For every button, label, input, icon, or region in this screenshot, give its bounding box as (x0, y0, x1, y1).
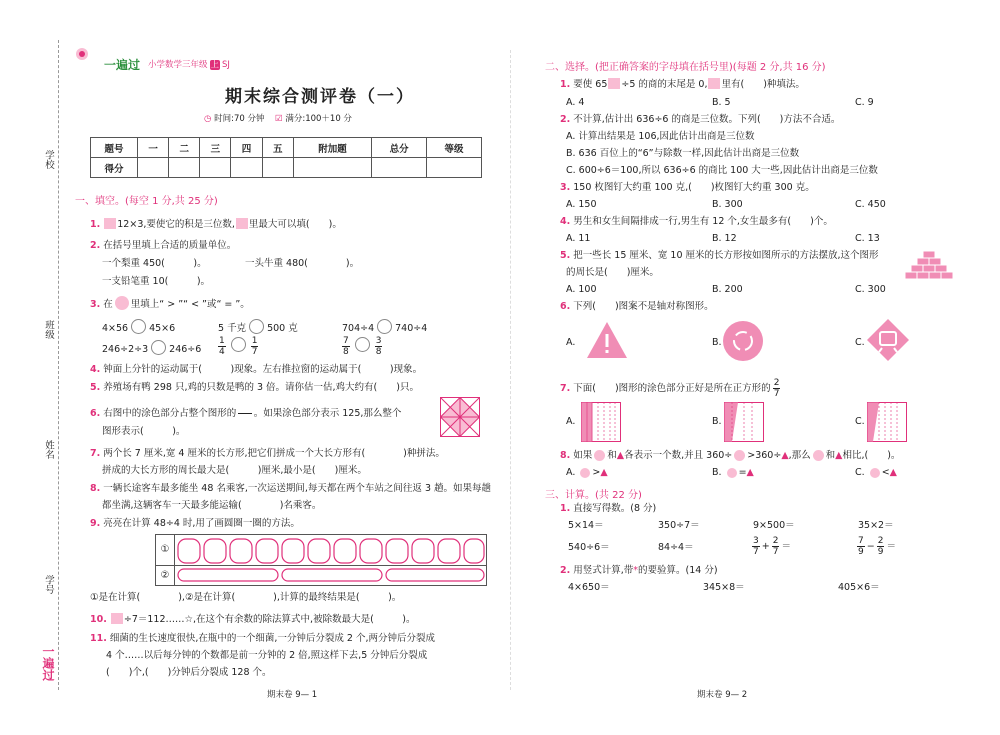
c4: 4. 男生和女生间隔排成一行,男生有 12 个,女生最多有( )个。 (560, 216, 833, 227)
q2: 2. 在括号里填上合适的质量单位。 (90, 240, 237, 251)
q9: 9. 亮亮在计算 48÷4 时,用了画圆圈一圈的方法。 (90, 518, 300, 529)
q2-b: 一头牛重 480( )。 (245, 258, 360, 269)
score-info: ☑ 满分:100＋10 分 (275, 114, 352, 124)
c3: 3. 150 枚图钉大约重 100 克,( )枚图钉大约重 300 克。 (560, 182, 815, 193)
q3-r2a: 246÷2÷3 246÷6 (102, 340, 201, 356)
c2: 2. 不计算,估计出 636÷6 的商是三位数。下列( )方法不合适。 (560, 114, 841, 125)
c7: 7. 下面( )图形的涂色部分正好是所在正方形的 $\frac{2}{7}$ (560, 378, 780, 399)
q10: 10. ÷7＝112……☆,在这个有余数的除法算式中,被除数最大是( )。 (90, 614, 416, 625)
score-header: 三 (200, 138, 231, 158)
score-header: 五 (262, 138, 293, 158)
school-label: 学校 (43, 150, 54, 169)
q4: 4. 钟面上分针的运动属于( )现象。左右推拉窗的运动属于( )现象。 (90, 364, 423, 375)
c5-figure (905, 250, 953, 284)
section-choice: 二、选择。(把正确答案的字母填在括号里)(每题 2 分,共 16 分) (545, 62, 826, 73)
q3-r1a: 4×56 45×6 (102, 319, 175, 335)
score-table (90, 137, 482, 178)
q3-r2b: $\frac{1}{4}$ $\frac{1}{7}$ (219, 336, 258, 357)
score-header: 附加题 (293, 138, 371, 158)
c4-a: A. 11 (566, 233, 591, 244)
score-cell[interactable] (293, 158, 371, 178)
c4-b: B. 12 (712, 233, 737, 244)
c7-figure-c (867, 402, 907, 446)
c2-b: B. 636 百位上的“6”与除数一样,因此估计出商是三位数 (566, 148, 800, 159)
score-header: 总分 (372, 138, 427, 158)
section-calc: 三、计算。(共 22 分) (545, 490, 642, 501)
k2-a: 4×650＝ (568, 582, 610, 593)
student-id-label: 学号 (43, 575, 54, 594)
k2-b: 345×8＝ (703, 582, 745, 593)
c7-figure-b (724, 402, 764, 446)
brand-name: 一遍过 (104, 58, 141, 72)
c7-figure-a (581, 402, 621, 446)
q11-line2: 4 个……以后每分钟的个数都是前一分钟的 2 倍,照这样下去,5 分钟后分裂成 (106, 650, 428, 661)
q7-line2: 拼成的大长方形的周长最大是( )厘米,最小是( )厘米。 (102, 465, 367, 476)
subtitle: 小学数学三年级 上 SJ (148, 60, 230, 70)
q3: 3. 在 里填上“ > ”“ < ”或“ = ”。 (90, 296, 250, 311)
class-label: 班级 (43, 320, 54, 339)
c2-c: C. 600÷6＝100,所以 636÷6 的商比 100 大一些,因此估计出商是三位数 (566, 165, 878, 176)
c6: 6. 下列( )图案不是轴对称图形。 (560, 301, 714, 312)
q6-figure (440, 397, 480, 441)
c8-a: A. >▲ (566, 467, 608, 478)
footer-left: 期末卷 9— 1 (267, 690, 318, 700)
k1: 1. 直接写得数。(8 分) (560, 503, 657, 514)
q2-a: 一个梨重 450( )。 (102, 258, 207, 269)
q3-r1b: 5 千克 500 克 (218, 319, 298, 335)
recycle-circle-icon (722, 320, 764, 366)
k2-c: 405×6＝ (838, 582, 880, 593)
q5: 5. 养殖场有鸭 298 只,鸡的只数是鸭的 3 倍。请你估一估,鸡大约有( )只。 (90, 382, 419, 393)
c1: 1. 要使 65 ÷5 的商的末尾是 0, 里有( )种填法。 (560, 79, 805, 90)
q8-line2: 都坐满,这辆客车一天最多能运输( )名乘客。 (102, 500, 322, 511)
k1-r2d: $\frac{7}{9}$ − $\frac{2}{9}$ ＝ (858, 536, 896, 557)
c6-c: C. (855, 337, 865, 348)
page-title: 期末综合测评卷（一） (225, 87, 415, 107)
score-cell[interactable] (138, 158, 169, 178)
c1-c: C. 9 (855, 97, 874, 108)
train-sign-icon (866, 318, 910, 366)
c8-c: C. <▲ (855, 467, 897, 478)
c5: 5. 把一些长 15 厘米、宽 10 厘米的长方形按如图所示的方法摆放,这个图形 (560, 250, 879, 261)
score-cell[interactable] (427, 158, 482, 178)
c3-c: C. 450 (855, 199, 886, 210)
q9-answer: ①是在计算( ),②是在计算( ),计算的最终结果是( )。 (90, 592, 402, 603)
q6: 6. 右图中的涂色部分占整个图形的 。如果涂色部分表示 125,那么整个 (90, 403, 401, 424)
score-header: 等级 (427, 138, 482, 158)
c6-b: B. (712, 337, 722, 348)
q9-m1: ① (156, 535, 175, 566)
k1-r1d: 35×2＝ (858, 520, 894, 531)
k1-r2b: 84÷4＝ (658, 542, 694, 553)
k2: 2. 用竖式计算,带*的要验算。(14 分) (560, 565, 718, 576)
page-divider (510, 50, 511, 690)
q3-r1c: 704÷4 740÷4 (342, 319, 427, 335)
q7: 7. 两个长 7 厘米,宽 4 厘米的长方形,把它们拼成一个大长方形有( )种拼法。 (90, 448, 445, 459)
c5-a: A. 100 (566, 284, 597, 295)
score-header: 题号 (91, 138, 138, 158)
c3-b: B. 300 (712, 199, 743, 210)
q9-figure (155, 534, 487, 586)
q8: 8. 一辆长途客车最多能坐 48 名乘客,一次运送期间,每天都在两个车站之间往返 3 趟。如果每趟 (90, 483, 492, 494)
score-header: 四 (231, 138, 262, 158)
score-header: 一 (138, 138, 169, 158)
score-cell[interactable] (262, 158, 293, 178)
q3-r2c: $\frac{7}{8}$ $\frac{3}{8}$ (343, 336, 382, 357)
c2-a: A. 计算出结果是 106,因此估计出商是三位数 (566, 131, 755, 142)
score-cell[interactable] (231, 158, 262, 178)
c5-b: B. 200 (712, 284, 743, 295)
section-fill: 一、填空。(每空 1 分,共 25 分) (75, 196, 218, 207)
c8-b: B. =▲ (712, 467, 754, 478)
footer-right: 期末卷 9— 2 (697, 690, 748, 700)
score-cell[interactable] (200, 158, 231, 178)
q1: 1. 12×3,要使它的积是三位数, 里最大可以填( )。 (90, 219, 342, 230)
k1-r1a: 5×14＝ (568, 520, 604, 531)
q11-line3: ( )个,( )分钟后分裂成 128 个。 (106, 667, 272, 678)
side-brand: 一遍过 (41, 645, 55, 681)
c3-a: A. 150 (566, 199, 597, 210)
score-cell[interactable] (372, 158, 427, 178)
q2-c: 一支铅笔重 10( )。 (102, 276, 211, 287)
c1-a: A. 4 (566, 97, 585, 108)
score-row-label: 得分 (91, 158, 138, 178)
k1-r2a: 540÷6＝ (568, 542, 610, 553)
score-header: 二 (169, 138, 200, 158)
c5-c: C. 300 (855, 284, 886, 295)
score-cell[interactable] (169, 158, 200, 178)
q11: 11. 细菌的生长速度很快,在瓶中的一个细菌,一分钟后分裂成 2 个,两分钟后分裂成 (90, 633, 436, 644)
binding-line (58, 40, 59, 690)
q6-line2: 图形表示( )。 (102, 426, 186, 437)
k1-r1b: 350÷7＝ (658, 520, 700, 531)
c6-a: A. (566, 337, 576, 348)
c4-c: C. 13 (855, 233, 880, 244)
k1-r1c: 9×500＝ (753, 520, 795, 531)
c8: 8. 如果 和▲各表示一个数,并且 360÷ >360÷▲,那么 和▲相比,( )。 (560, 450, 901, 461)
c7-b: B. (712, 416, 722, 427)
name-label: 姓名 (43, 440, 54, 459)
c5-line2: 的周长是( )厘米。 (566, 267, 659, 278)
c1-b: B. 5 (712, 97, 731, 108)
c7-c: C. (855, 416, 865, 427)
k1-r2c: $\frac{3}{7}$ + $\frac{2}{7}$ ＝ (753, 536, 791, 557)
c7-a: A. (566, 416, 576, 427)
time-info: ◷ 时间:70 分钟 (204, 114, 265, 124)
q9-m2: ② (156, 566, 175, 585)
warning-triangle-icon (585, 320, 629, 364)
